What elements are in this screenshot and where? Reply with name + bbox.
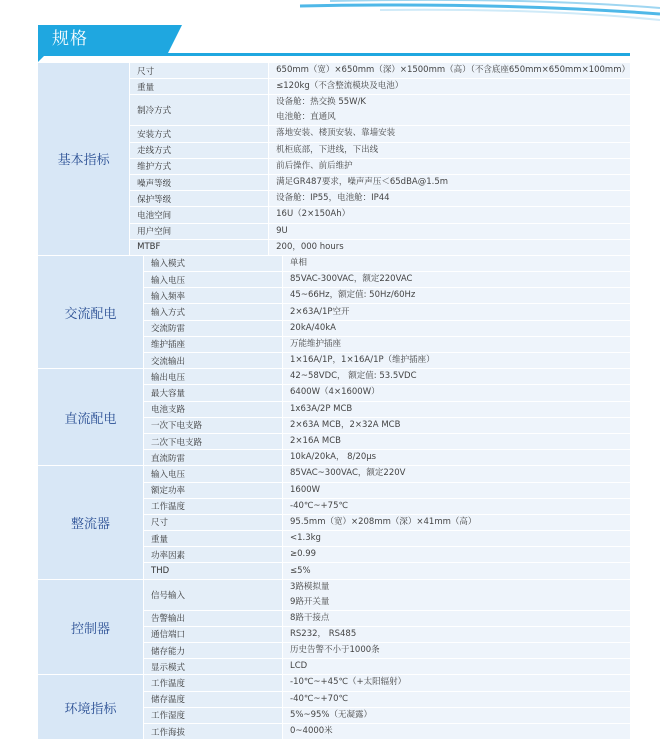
- spec-value-line: RS232， RS485: [290, 628, 357, 639]
- spec-value: [283, 337, 630, 352]
- spec-key: THD: [144, 563, 283, 578]
- spec-row: [130, 143, 630, 159]
- spec-value: [283, 353, 630, 368]
- spec-section: [38, 369, 630, 466]
- title-underline-tick: [38, 56, 44, 62]
- spec-value: [269, 207, 630, 222]
- spec-value: [283, 611, 630, 626]
- spec-value-line: 42~58VDC， 额定值: 53.5VDC: [290, 371, 417, 382]
- spec-key: 输入频率: [144, 288, 283, 303]
- spec-value-line: 85VAC-300VAC，额定220VAC: [290, 274, 413, 285]
- spec-value: [269, 63, 630, 78]
- spec-section: [38, 580, 630, 676]
- title-underline: [38, 53, 630, 56]
- spec-value: [283, 434, 630, 449]
- spec-section: [38, 256, 630, 369]
- spec-value: [283, 483, 630, 498]
- section-category-label: 直流配电: [38, 369, 144, 465]
- spec-key: 输出电压: [144, 369, 283, 384]
- spec-key: 信号输入: [144, 580, 283, 610]
- spec-value-line: <1.3kg: [290, 533, 321, 544]
- spec-row: [144, 659, 630, 674]
- spec-value: [283, 724, 630, 739]
- spec-key: 尺寸: [130, 63, 269, 78]
- spec-value-line: 单相: [290, 257, 308, 268]
- section-rows: [144, 580, 630, 675]
- spec-key: 二次下电支路: [144, 434, 283, 449]
- spec-value: [283, 643, 630, 658]
- spec-row: [130, 95, 630, 126]
- spec-key: 用户空间: [130, 224, 269, 239]
- spec-value-line: 200，000 hours: [276, 241, 344, 252]
- spec-row: [144, 483, 630, 499]
- section-category-label: 控制器: [38, 580, 144, 675]
- spec-key: 工作湿度: [144, 708, 283, 723]
- spec-value-line: 95.5mm（宽）×208mm（深）×41mm（高）: [290, 516, 477, 527]
- spec-value-line: -40℃~+75℃: [290, 500, 349, 511]
- spec-key: 交流防雷: [144, 321, 283, 336]
- spec-row: [144, 675, 630, 691]
- spec-key: 交流输出: [144, 353, 283, 368]
- spec-value-line: 2×63A/1P空开: [290, 306, 350, 317]
- spec-value: [283, 499, 630, 514]
- spec-key: 输入模式: [144, 256, 283, 271]
- spec-row: [144, 288, 630, 304]
- spec-value: [283, 304, 630, 319]
- spec-row: [144, 321, 630, 337]
- spec-row: [144, 369, 630, 385]
- spec-row: [144, 627, 630, 643]
- spec-key: 保护等级: [130, 191, 269, 206]
- spec-value: [283, 627, 630, 642]
- spec-row: [144, 256, 630, 272]
- spec-value: [269, 191, 630, 206]
- spec-value-line: 5%~95%（无凝露）: [290, 709, 372, 720]
- spec-value: [283, 272, 630, 287]
- spec-row: [144, 418, 630, 434]
- spec-key: 输入电压: [144, 272, 283, 287]
- spec-value-line: 1600W: [290, 484, 321, 495]
- spec-key: 工作温度: [144, 675, 283, 690]
- spec-row: [130, 191, 630, 207]
- spec-value-line: ≤120kg（不含整流模块及电池）: [276, 81, 404, 92]
- spec-value-line: 3路模拟量: [290, 581, 330, 592]
- spec-value-line: 落地安装、楼顶安装、靠墙安装: [276, 128, 396, 139]
- spec-value-line: 机柜底部，下进线，下出线: [276, 144, 379, 155]
- spec-key: 功率因素: [144, 547, 283, 562]
- spec-key: 维护插座: [144, 337, 283, 352]
- spec-value: [283, 563, 630, 578]
- spec-key: 走线方式: [130, 143, 269, 158]
- spec-key: 输入方式: [144, 304, 283, 319]
- spec-key: 制冷方式: [130, 95, 269, 125]
- spec-key: 额定功率: [144, 483, 283, 498]
- spec-key: 储存能力: [144, 643, 283, 658]
- spec-value-line: 2×16A MCB: [290, 436, 341, 447]
- page-title: 规格: [52, 29, 88, 49]
- section-rows: [130, 63, 630, 255]
- spec-key: 告警输出: [144, 611, 283, 626]
- spec-row: [130, 224, 630, 240]
- spec-key: 安装方式: [130, 126, 269, 141]
- spec-row: [144, 304, 630, 320]
- spec-value: [269, 224, 630, 239]
- spec-key: 最大容量: [144, 385, 283, 400]
- spec-row: [144, 531, 630, 547]
- spec-section: [38, 466, 630, 579]
- spec-value: [269, 175, 630, 190]
- spec-row: [130, 175, 630, 191]
- spec-value: [269, 240, 630, 255]
- spec-value-line: LCD: [290, 661, 308, 672]
- spec-value: [283, 418, 630, 433]
- spec-value-line: 20kA/40kA: [290, 322, 336, 333]
- spec-value-line: 历史告警不小于1000条: [290, 645, 380, 656]
- spec-row: [144, 515, 630, 531]
- spec-value: [283, 288, 630, 303]
- spec-row: [144, 692, 630, 708]
- spec-row: [144, 580, 630, 611]
- spec-row: [144, 450, 630, 465]
- spec-value-line: 16U（2×150Ah）: [276, 209, 351, 220]
- spec-key: 重量: [144, 531, 283, 546]
- spec-value: [269, 159, 630, 174]
- spec-value-line: 1x63A/2P MCB: [290, 403, 353, 414]
- section-category-label: 交流配电: [38, 256, 144, 368]
- spec-value-line: 9U: [276, 225, 288, 236]
- spec-value: [283, 659, 630, 674]
- spec-key: 储存温度: [144, 692, 283, 707]
- spec-key: MTBF: [130, 240, 269, 255]
- spec-value-line: ≤5%: [290, 565, 311, 576]
- spec-value: [283, 402, 630, 417]
- spec-key: 一次下电支路: [144, 418, 283, 433]
- section-category-label: 基本指标: [38, 63, 130, 255]
- spec-row: [144, 708, 630, 724]
- spec-table: [38, 63, 630, 740]
- spec-key: 电池支路: [144, 402, 283, 417]
- spec-row: [144, 385, 630, 401]
- section-category-label: 整流器: [38, 466, 144, 578]
- spec-section: [38, 675, 630, 740]
- spec-key: 工作温度: [144, 499, 283, 514]
- spec-key: 电池空间: [130, 207, 269, 222]
- spec-key: 重量: [130, 79, 269, 94]
- spec-key: 工作海拔: [144, 724, 283, 739]
- spec-section: [38, 63, 630, 256]
- section-rows: [144, 675, 630, 739]
- banner-corner: [168, 25, 182, 53]
- spec-row: [144, 611, 630, 627]
- spec-value: [269, 143, 630, 158]
- spec-value: [283, 675, 630, 690]
- spec-value: [269, 95, 630, 125]
- spec-value: [283, 256, 630, 271]
- spec-value-line: -10℃~+45℃（+太阳辐射）: [290, 677, 407, 688]
- spec-value-line: 8路干接点: [290, 612, 330, 623]
- spec-value: [283, 692, 630, 707]
- spec-value: [283, 708, 630, 723]
- spec-row: [130, 240, 630, 255]
- spec-value-line: 万能维护插座: [290, 338, 342, 349]
- spec-value-line: 2×63A MCB，2×32A MCB: [290, 419, 401, 430]
- spec-row: [144, 337, 630, 353]
- spec-value: [269, 126, 630, 141]
- spec-row: [130, 63, 630, 79]
- spec-value-line: 电池舱：直通风: [276, 112, 336, 123]
- spec-value: [283, 450, 630, 465]
- spec-value-line: ≥0.99: [290, 549, 317, 560]
- spec-key: 尺寸: [144, 515, 283, 530]
- spec-key: 输入电压: [144, 466, 283, 481]
- spec-value-line: 设备舱：IP55，电池舱：IP44: [276, 193, 390, 204]
- spec-value: [269, 79, 630, 94]
- spec-row: [144, 499, 630, 515]
- spec-value-line: -40℃~+70℃: [290, 693, 349, 704]
- spec-row: [130, 126, 630, 142]
- spec-row: [144, 434, 630, 450]
- spec-value: [283, 466, 630, 481]
- spec-row: [144, 563, 630, 578]
- spec-value-line: 85VAC~300VAC，额定220V: [290, 468, 406, 479]
- spec-row: [144, 724, 630, 739]
- section-rows: [144, 466, 630, 578]
- spec-row: [144, 272, 630, 288]
- spec-key: 维护方式: [130, 159, 269, 174]
- spec-value-line: 1×16A/1P，1×16A/1P（维护插座）: [290, 355, 435, 366]
- spec-value-line: 9路开关量: [290, 596, 330, 607]
- spec-value: [283, 531, 630, 546]
- spec-row: [144, 402, 630, 418]
- spec-value: [283, 515, 630, 530]
- spec-value-line: 满足GR487要求，噪声声压＜65dBA@1.5m: [276, 177, 449, 188]
- spec-key: 通信端口: [144, 627, 283, 642]
- spec-row: [144, 547, 630, 563]
- spec-value: [283, 385, 630, 400]
- spec-value-line: 设备舱：热交换 55W/K: [276, 97, 367, 108]
- spec-value: [283, 369, 630, 384]
- section-rows: [144, 369, 630, 465]
- spec-value-line: 前后操作、前后维护: [276, 160, 353, 171]
- spec-value-line: 10kA/20kA， 8/20μs: [290, 452, 377, 463]
- spec-value-line: 650mm（宽）×650mm（深）×1500mm（高）（不含底座650mm×650mm×100mm）: [276, 65, 630, 76]
- spec-row: [130, 207, 630, 223]
- spec-value-line: 0~4000米: [290, 726, 333, 737]
- spec-key: 直流防雷: [144, 450, 283, 465]
- spec-row: [144, 353, 630, 368]
- spec-value: [283, 547, 630, 562]
- spec-key: 显示模式: [144, 659, 283, 674]
- spec-value: [283, 321, 630, 336]
- section-rows: [144, 256, 630, 368]
- spec-row: [144, 466, 630, 482]
- spec-value-line: 45~66Hz，额定值: 50Hz/60Hz: [290, 290, 416, 301]
- section-category-label: 环境指标: [38, 675, 144, 739]
- spec-value-line: 6400W（4×1600W）: [290, 387, 380, 398]
- spec-row: [130, 159, 630, 175]
- spec-row: [144, 643, 630, 659]
- spec-value: [283, 580, 630, 610]
- spec-key: 噪声等级: [130, 175, 269, 190]
- spec-row: [130, 79, 630, 95]
